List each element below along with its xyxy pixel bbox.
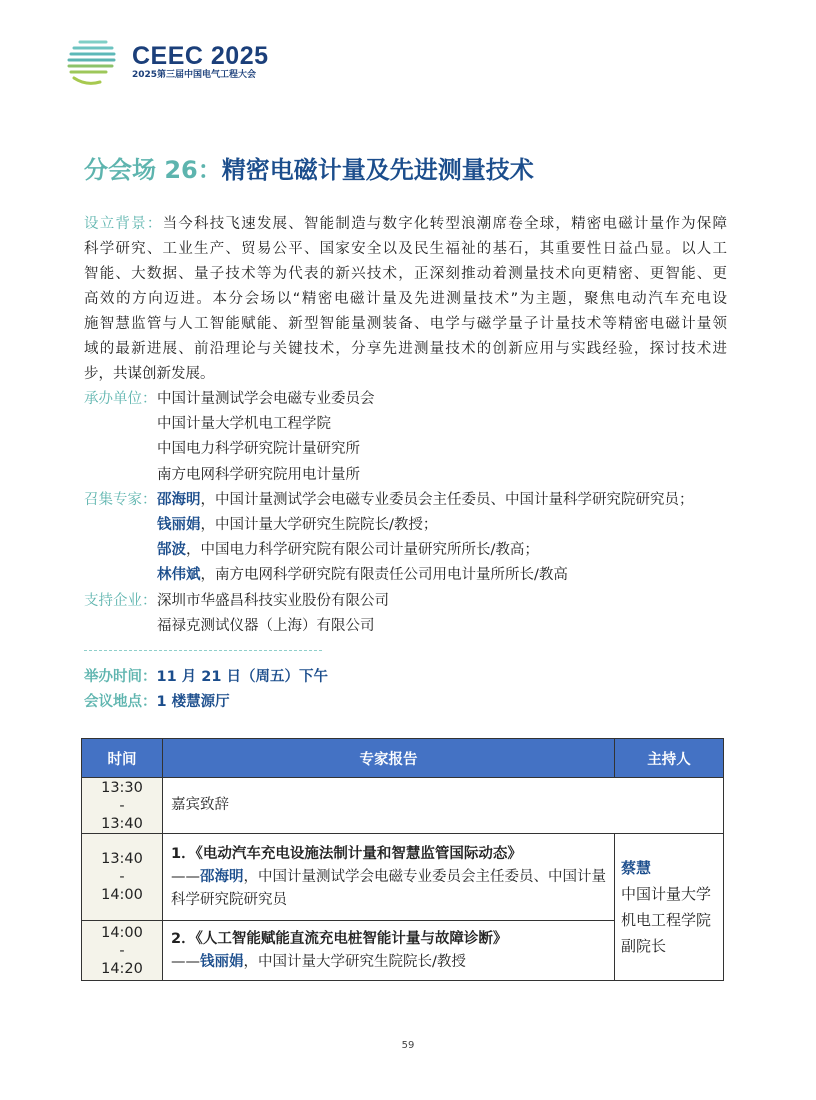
speaker-desc: ，中国计量测试学会电磁专业委员会主任委员、中国计量科学研究院研究员 bbox=[171, 868, 606, 908]
report-title: 2．《人工智能赋能直流充电桩智能计量与故障诊断》 bbox=[171, 930, 508, 947]
page-number: 59 bbox=[401, 1040, 415, 1051]
organizer: 中国计量大学机电工程学院 bbox=[157, 416, 331, 433]
table-row bbox=[82, 778, 724, 834]
time-value: 11 月 21 日（周五）下午 bbox=[156, 669, 328, 685]
sponsors-label: 支持企业： bbox=[84, 592, 157, 609]
logo-title: CEEC 2025 bbox=[132, 42, 269, 70]
convener-name: 郜波 bbox=[157, 542, 186, 559]
report-cell: 1．《电动汽车充电设施法制计量和智慧监管国际动态》 ——邵海明，中国计量测试学会电磁专业委员会主任委员、中国计量科学研究院研究员 bbox=[163, 834, 615, 921]
convener-desc: ，中国电力科学研究院有限公司计量研究所所长/教高； bbox=[186, 542, 539, 559]
convener-desc: ，中国计量测试学会电磁专业委员会主任委员、中国计量科学研究院研究员； bbox=[200, 491, 694, 508]
speaker-name: 邵海明 bbox=[200, 868, 244, 885]
speaker-desc: ，中国计量大学研究生院院长/教授 bbox=[243, 953, 466, 970]
convener-name: 钱丽娟 bbox=[157, 517, 201, 534]
organizers-label: 承办单位： bbox=[84, 391, 157, 407]
time-cell: 14:00 - 14:20 bbox=[82, 921, 163, 981]
sponsor: 深圳市华盛昌科技实业股份有限公司 bbox=[157, 592, 389, 609]
background-line: 步，共谋创新发展。 bbox=[84, 366, 215, 382]
logo-globe-icon bbox=[66, 36, 118, 88]
report-title: 1．《电动汽车充电设施法制计量和智慧监管国际动态》 bbox=[171, 845, 522, 862]
host-cell: 蔡慧 中国计量大学 机电工程学院 副院长 bbox=[615, 834, 724, 981]
event-info bbox=[84, 665, 328, 715]
conference-logo bbox=[66, 36, 269, 88]
convener-name: 林伟斌 bbox=[157, 567, 201, 584]
table-header bbox=[82, 739, 724, 778]
location-label: 会议地点： bbox=[84, 694, 157, 711]
host-name: 蔡慧 bbox=[621, 859, 652, 877]
background-line: 当今科技飞速发展、智能制造与数字化转型浪潮席卷全球，精密电磁计量作为保障 bbox=[162, 216, 727, 232]
header-host: 主持人 bbox=[615, 739, 724, 778]
page-title bbox=[84, 150, 534, 185]
convener-name: 邵海明 bbox=[157, 491, 201, 508]
report-cell: 嘉宾致辞 bbox=[163, 778, 724, 834]
title-prefix: 分会场 26： bbox=[84, 156, 222, 184]
background-label: 设立背景： bbox=[84, 216, 163, 232]
organizer: 中国电力科学研究院计量研究所 bbox=[157, 441, 360, 458]
organizer: 中国计量测试学会电磁专业委员会 bbox=[157, 391, 375, 407]
table-row bbox=[82, 834, 724, 921]
convener-desc: ，中国计量大学研究生院院长/教授； bbox=[200, 517, 438, 534]
logo-subtitle: 2025第三届中国电气工程大会 bbox=[132, 70, 257, 80]
background-section bbox=[84, 212, 727, 387]
header-report: 专家报告 bbox=[163, 739, 615, 778]
sponsor: 福禄克测试仪器（上海）有限公司 bbox=[157, 617, 375, 634]
background-line: 智能、大数据、量子技术等为代表的新兴技术，正深刻推动着测量技术向更精密、更智能、更 bbox=[84, 266, 727, 282]
time-cell: 13:40 - 14:00 bbox=[82, 834, 163, 921]
dashed-divider bbox=[84, 650, 322, 651]
organizer: 南方电网科学研究院用电计量所 bbox=[157, 466, 360, 483]
title-main: 精密电磁计量及先进测量技术 bbox=[221, 156, 534, 184]
header-time: 时间 bbox=[82, 739, 163, 778]
time-label: 举办时间： bbox=[84, 669, 157, 685]
report-cell: 2．《人工智能赋能直流充电桩智能计量与故障诊断》 ——钱丽娟，中国计量大学研究生院院长/教授 bbox=[163, 921, 615, 981]
convener-desc: ，南方电网科学研究院有限责任公司用电计量所所长/教高 bbox=[200, 567, 568, 584]
background-line: 科学研究、工业生产、贸易公平、国家安全以及民生福祉的基石，其重要性日益凸显。以人工 bbox=[84, 241, 727, 257]
speaker-name: 钱丽娟 bbox=[200, 953, 244, 970]
time-cell: 13:30 - 13:40 bbox=[82, 778, 163, 834]
organizers-section bbox=[84, 387, 694, 639]
background-line: 高效的方向迈进。本分会场以“精密电磁计量及先进测量技术”为主题，聚焦电动汽车充电设 bbox=[84, 291, 727, 307]
background-line: 施智慧监管与人工智能赋能、新型智能量测装备、电学与磁学量子计量技术等精密电磁计量领 bbox=[84, 316, 727, 332]
location-value: 1 楼慧源厅 bbox=[156, 694, 230, 711]
conveners-label: 召集专家： bbox=[84, 491, 157, 508]
schedule-table bbox=[81, 738, 724, 981]
background-line: 域的最新进展、前沿理论与关键技术，分享先进测量技术的创新应用与实践经验，探讨技术进 bbox=[84, 341, 727, 357]
